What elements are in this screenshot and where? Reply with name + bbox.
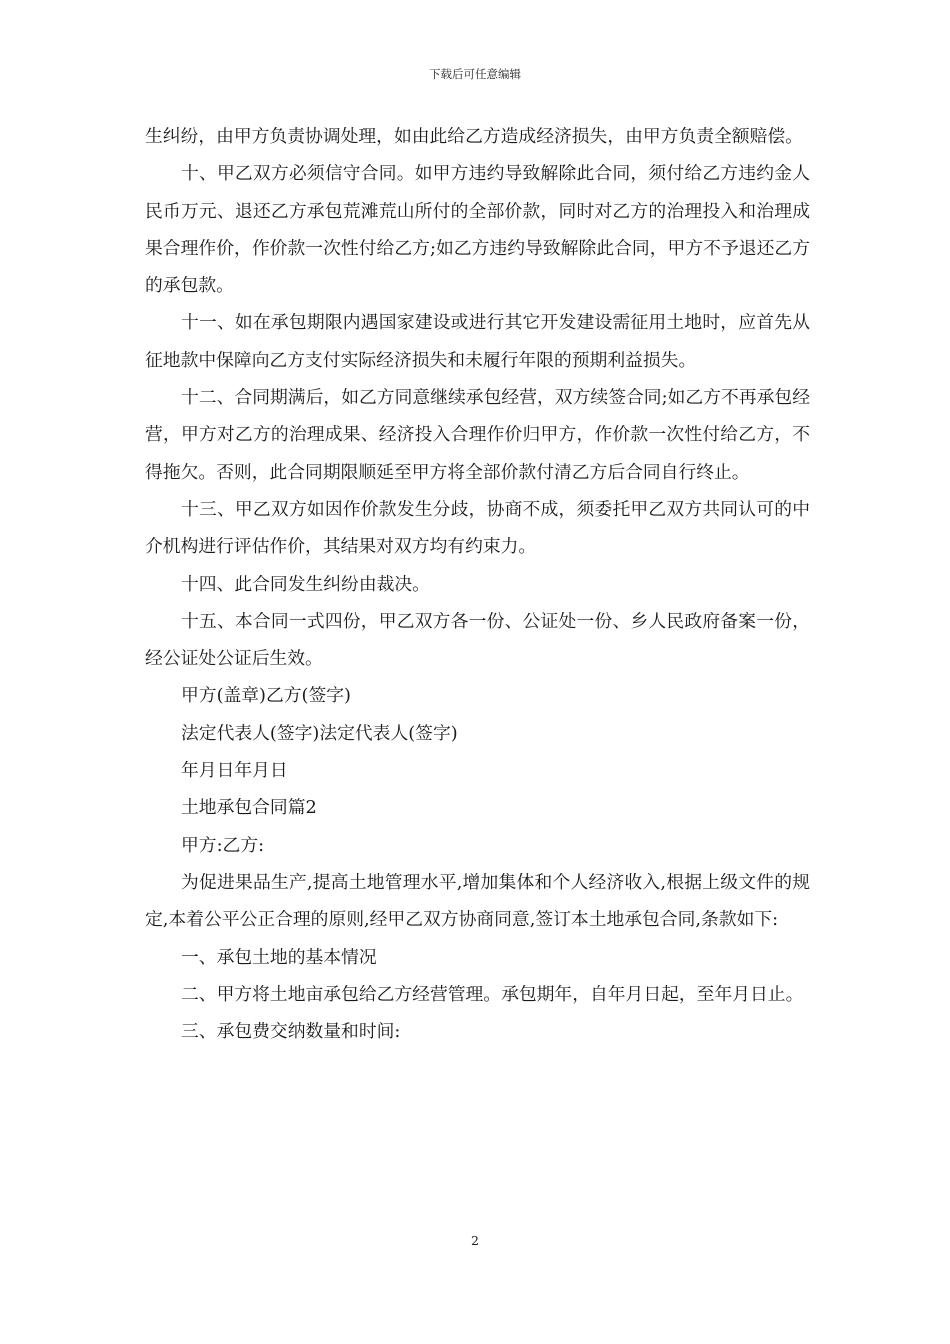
paragraph: 二、甲方将土地亩承包给乙方经营管理。承包期年，自年月日起，至年月日止。 (181, 983, 804, 1005)
parties-line: 甲方:乙方: (181, 834, 265, 856)
signature-line: 甲方(盖章)乙方(签字) (181, 685, 351, 707)
paragraph: 十四、此合同发生纠纷由裁决。 (181, 573, 430, 595)
paragraph: 为促进果品生产,提高土地管理水平,增加集体和个人经济收入,根据上级文件的规定,本着公平公正合理的原则,经甲乙双方协商同意,签订本土地承包合同,条款如下: (145, 871, 810, 931)
paragraph: 三、承包费交纳数量和时间: (181, 1021, 401, 1043)
paragraph: 十五、本合同一式四份，甲乙双方各一份、公证处一份、乡人民政府备案一份，经公证处公证后生效。 (145, 610, 810, 670)
document-body (145, 118, 810, 1050)
paragraph: 十、甲乙双方必须信守合同。如甲方违约导致解除此合同，须付给乙方违约金人民币万元、退还乙方承包荒滩荒山所付的全部价款，同时对乙方的治理投入和治理成果合理作价，作价款一次性付给乙方;如乙方违约导致解除此合同，甲方不予退还乙方的承包款。 (145, 163, 810, 297)
section-title: 土地承包合同篇2 (181, 797, 317, 819)
paragraph: 十一、如在承包期限内遇国家建设或进行其它开发建设需征用土地时，应首先从征地款中保障向乙方支付实际经济损失和未履行年限的预期利益损失。 (145, 312, 810, 371)
signature-line: 法定代表人(签字)法定代表人(签字) (181, 722, 458, 744)
paragraph: 十三、甲乙双方如因作价款发生分歧，协商不成，须委托甲乙双方共同认可的中介机构进行评估作价，其结果对双方均有约束力。 (145, 498, 810, 558)
page-number: 2 (471, 1233, 479, 1248)
page-header: 下载后可任意编辑 (429, 67, 521, 81)
paragraph: 十二、合同期满后，如乙方同意继续承包经营，双方续签合同;如乙方不再承包经营，甲方对乙方的治理成果、经济投入合理作价归甲方，作价款一次性付给乙方，不得拖欠。否则，此合同期限顺延至甲方将全部价款付清乙方后合同自行终止。 (145, 387, 810, 483)
paragraph: 生纠纷，由甲方负责协调处理，如由此给乙方造成经济损失，由甲方负责全额赔偿。 (145, 126, 803, 147)
paragraph: 一、承包土地的基本情况 (181, 946, 377, 968)
date-line: 年月日年月日 (181, 760, 288, 782)
